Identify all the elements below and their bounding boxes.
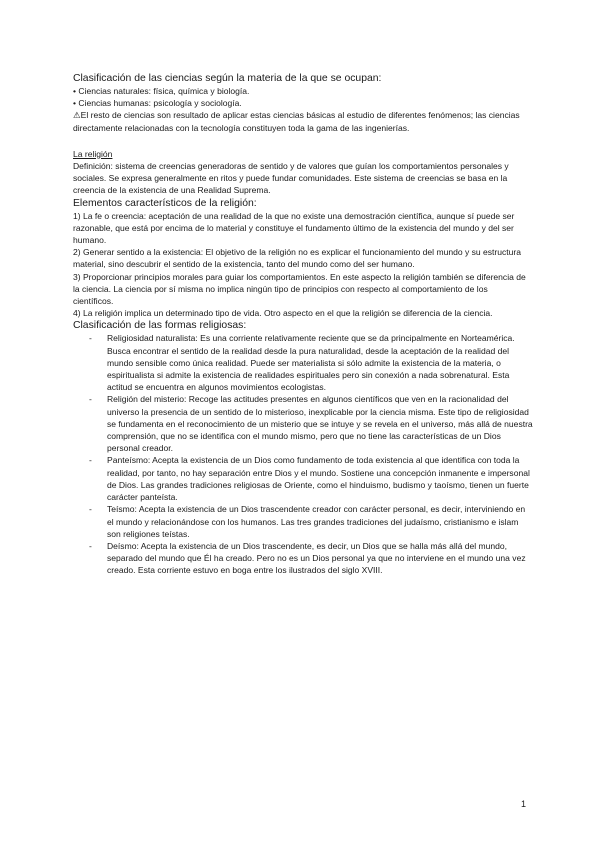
element-item-4: 4) La religión implica un determinado tipo de vida. Otro aspecto en el que la religión se diferencia de la ciencia.: [73, 308, 493, 319]
definition-paragraph: Definición: sistema de creencias generadoras de sentido y de valores que guían los comportamientos personales y sociales. Se expresa generalmente en ritos y puede fundar comunidades. Este sistema de creencias se basa en la creencia de la existencia de una Realidad Suprema.: [73, 161, 509, 196]
list-item: [73, 503, 533, 540]
section-heading-classification: Clasificación de las ciencias según la materia de la que se ocupan:: [73, 73, 382, 84]
section-title-religion: La religión: [73, 148, 113, 159]
list-dash: -: [89, 504, 92, 515]
element-item-1: 1) La fe o creencia: aceptación de una realidad de la que no existe una demostración científica, aunque sí puede ser razonable, que está por encima de lo material y constituye el fundamento último de la existencia del mundo y del ser humano.: [73, 210, 515, 246]
forms-heading: Clasificación de las formas religiosas:: [73, 320, 247, 332]
elements-heading: Elementos característicos de la religión:: [73, 197, 257, 209]
list-dash: -: [89, 394, 92, 405]
page-content: [73, 72, 533, 577]
list-dash: -: [89, 455, 92, 466]
line-warning-note: ⚠El resto de ciencias son resultado de aplicar estas ciencias básicas al estudio de diferentes fenómenos; las ciencias directamente relacionadas con la tecnología constituyen toda la gama de las ingenierías.: [73, 110, 520, 133]
line-human-sciences: • Ciencias humanas: psicología y sociología.: [73, 98, 242, 109]
list-item: [73, 540, 533, 577]
form-teismo: Teísmo: Acepta la existencia de un Dios trascendente creador con carácter personal, es decir, interviniendo en el mundo y relacionándose con los humanos. Las tres grandes tradiciones del judaísmo, cristianismo e islam son religiones teístas.: [107, 504, 526, 539]
form-naturalista: Religiosidad naturalista: Es una corriente relativamente reciente que se da principalmente en Norteamérica. Busca encontrar el sentido de la realidad desde la pura naturalidad, desde la aceptación de la realidad del mundo sensible como única realidad. Puede ser materialista si sólo admite la existencia de la materia, o espiritualista si admite la existencia de realidades espirituales pero sin conexión a nada sobrenatural. Esta actitud se encuentra en algunos movimientos ecologistas.: [107, 333, 515, 393]
form-panteismo: Panteísmo: Acepta la existencia de un Dios como fundamento de toda existencia al que identifica con toda la realidad, por tanto, no hay separación entre Dios y el mundo. Sostiene una concepción inmanente e impersonal de Dios. Las grandes tradiciones religiosas de Oriente, como el hinduismo, budismo y taoísmo, tienen un fuerte carácter panteísta.: [107, 455, 530, 503]
element-item-3: 3) Proporcionar principios morales para guiar los comportamientos. En este aspecto la religión también se diferencia de la ciencia. La ciencia por sí misma no implica ningún tipo de principios con respecto al comportamiento de los científicos.: [73, 271, 526, 307]
line-natural-sciences: • Ciencias naturales: física, química y biología.: [73, 86, 250, 96]
form-misterio: Religión del misterio: Recoge las actitudes presentes en algunos científicos que ven en la racionalidad del universo la presencia de un sentido de lo misterioso, inexplicable por la ciencia misma. Este tipo de religiosidad se fundamenta en el reconocimiento de un misterio que se intuye y se revela en el universo, más allá de nuestra comprensión, que no se identifica con el mundo mismo, pero que no tiene las características de un Dios personal creador.: [107, 394, 533, 454]
list-dash: -: [89, 540, 92, 551]
list-item: [73, 393, 533, 454]
list-dash: -: [89, 333, 92, 344]
element-item-2: 2) Generar sentido a la existencia: El objetivo de la religión no es explicar el funcionamiento del mundo y su estructura material, sino descubrir el sentido de la existencia, tanto del mundo como del ser humano.: [73, 247, 522, 270]
forms-list: [73, 332, 533, 576]
page-number: 1: [521, 799, 527, 809]
list-item: [73, 332, 533, 393]
list-item: [73, 454, 533, 503]
form-deismo: Deísmo: Acepta la existencia de un Dios trascendente, es decir, un Dios que se halla más allá del mundo, separado del mundo que Él ha creado. Pero no es un Dios personal ya que no interviene en el mundo una vez creado. Esta corriente estuvo en boga entre los ilustrados del siglo XVIII.: [107, 540, 526, 576]
